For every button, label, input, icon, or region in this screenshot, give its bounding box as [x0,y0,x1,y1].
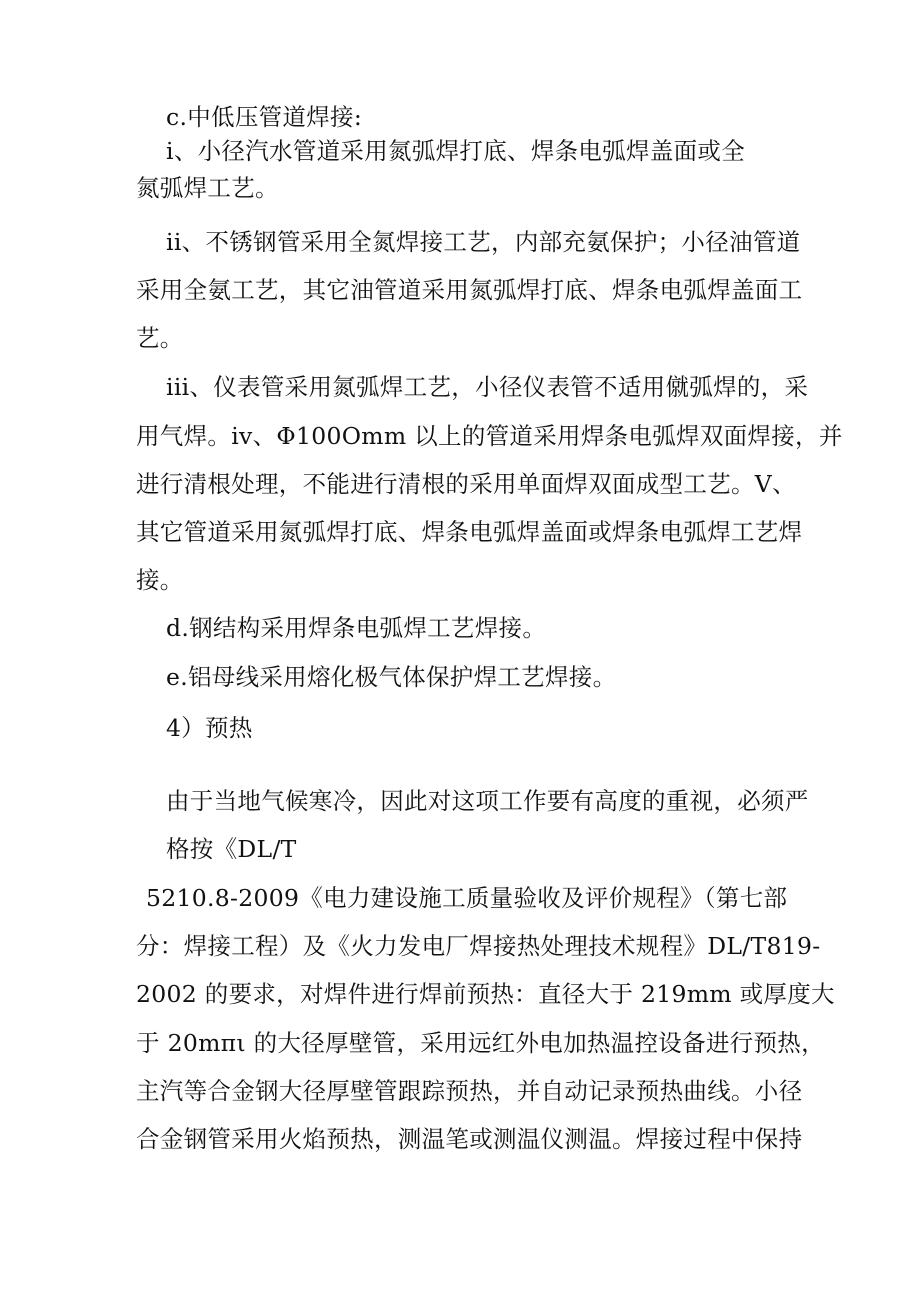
paragraph-line: 用气焊。iv、Φ100Omm 以上的管道采用焊条电弧焊双面焊接，并 [136,422,843,450]
section-heading-c: c.中低压管道焊接: [166,103,363,131]
paragraph-line: 合金钢管采用火焰预热，测温笔或测温仪测温。焊接过程中保持 [136,1125,803,1153]
paragraph-line: 氮弧焊工艺。 [136,174,279,202]
paragraph-line: 主汽等合金钢大径厚壁管跟踪预热，并自动记录预热曲线。小径 [136,1077,803,1105]
paragraph-line: iii、仪表管采用氮弧焊工艺，小径仪表管不适用僦弧焊的，采 [166,373,809,401]
paragraph-line: 艺。 [136,324,184,352]
section-heading-preheat: 4）预热 [166,714,253,742]
paragraph-line: 分：焊接工程）及《火力发电厂焊接热处理技术规程》DL/T819- [136,932,821,960]
paragraph-line: i、小径汽水管道采用氮弧焊打底、焊条电弧焊盖面或全 [166,137,746,165]
paragraph-line: 进行清根处理，不能进行清根的采用单面焊双面成型工艺。V、 [136,470,796,498]
paragraph-line: 格按《DL/T [166,835,297,863]
paragraph-line: 接。 [136,566,184,594]
paragraph-line: 其它管道采用氮弧焊打底、焊条电弧焊盖面或焊条电弧焊工艺焊 [136,518,803,546]
paragraph-line: 采用全氨工艺，其它油管道采用氮弧焊打底、焊条电弧焊盖面工 [136,276,803,304]
paragraph-line: ii、不锈钢管采用全氮焊接工艺，内部充氨保护；小径油管道 [166,228,801,256]
paragraph-line: 于 20mπι 的大径厚壁管，采用远红外电加热温控设备进行预热， [136,1029,825,1057]
paragraph-line: 2002 的要求，对焊件进行焊前预热：直径大于 219mm 或厚度大 [136,980,835,1008]
paragraph-line: 由于当地气候寒冷，因此对这项工作要有高度的重视，必须严 [166,787,809,815]
section-item-d: d.钢结构采用焊条电弧焊工艺焊接。 [166,614,547,642]
section-item-e: e.铝母线采用熔化极气体保护焊工艺焊接。 [166,663,617,691]
paragraph-line: 5210.8-2009《电力建设施工质量验收及评价规程》（第七部 [146,884,788,912]
